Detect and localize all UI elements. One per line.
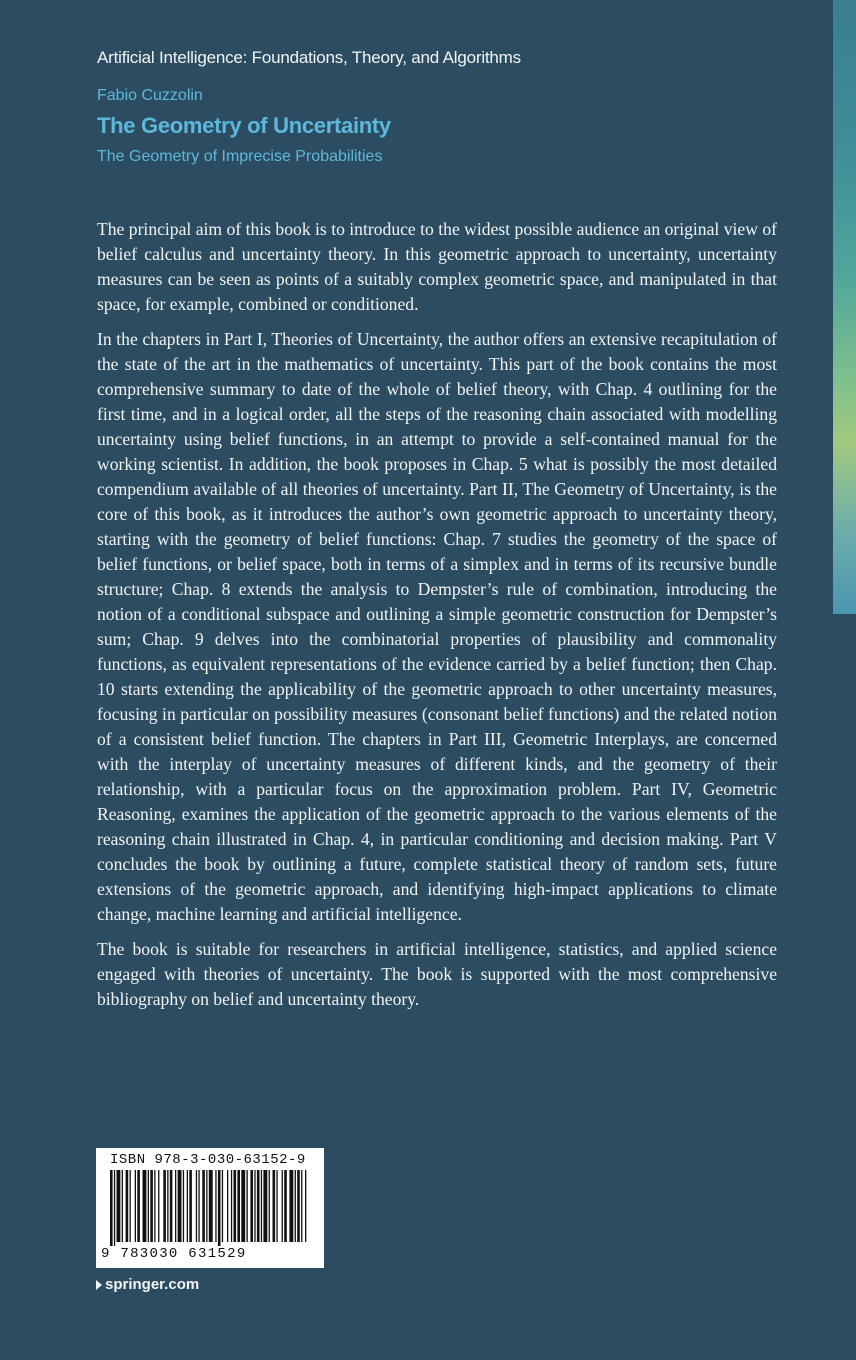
barcode-bar — [297, 1170, 300, 1242]
barcode-bar — [130, 1170, 131, 1242]
barcode-bar — [231, 1170, 232, 1242]
barcode-bar — [301, 1170, 302, 1242]
publisher-link-text: springer.com — [105, 1276, 200, 1293]
barcode-bar — [202, 1170, 205, 1242]
barcode-bar — [289, 1170, 293, 1242]
barcode-bar — [261, 1170, 262, 1242]
series-title: Artificial Intelligence: Foundations, Theory, and Algorithms — [97, 48, 521, 67]
barcode-bar — [305, 1170, 306, 1242]
description-paragraph-1: The principal aim of this book is to introduce to the widest possible audience an original view of belief calculus and uncertainty theory. In this geometric approach to uncertainty, uncertainty measures can be seen as points of a suitably complex geometric space, and manipulated in that space, for example, combined or conditioned. — [97, 219, 777, 314]
barcode-bar — [167, 1170, 168, 1242]
barcode-bar — [187, 1170, 188, 1242]
barcode-bar — [257, 1170, 260, 1242]
barcode-bar — [158, 1170, 159, 1242]
barcode-bar — [282, 1170, 283, 1242]
book-subtitle: The Geometry of Imprecise Probabilities — [97, 148, 383, 165]
barcode-digits: 9 783030 631529 — [101, 1246, 247, 1262]
barcode-bar — [284, 1170, 287, 1242]
barcode-bar — [222, 1170, 223, 1242]
barcode-bar — [122, 1170, 123, 1242]
barcode-bar — [237, 1170, 240, 1242]
barcode-bar — [198, 1170, 199, 1242]
barcode-bar — [150, 1170, 153, 1242]
isbn-barcode — [96, 1148, 324, 1268]
barcode-bar — [206, 1170, 207, 1242]
barcode-bar — [163, 1170, 166, 1242]
book-description — [97, 217, 777, 1022]
barcode-bar — [250, 1170, 253, 1242]
spine-color-strip — [833, 0, 856, 614]
barcode-bar — [117, 1170, 121, 1242]
barcode-bar — [273, 1170, 276, 1242]
barcode-bar — [269, 1170, 270, 1242]
barcode-bar — [170, 1170, 173, 1242]
barcode-bar — [126, 1170, 129, 1242]
barcode-bar — [183, 1170, 184, 1242]
barcode-bar — [276, 1170, 277, 1242]
barcode-bar — [247, 1170, 248, 1242]
barcode-bar — [143, 1170, 147, 1242]
barcode-bar — [135, 1170, 136, 1242]
barcode-bar — [114, 1170, 115, 1246]
barcode-bar — [196, 1170, 197, 1242]
barcode-bars — [96, 1170, 324, 1248]
barcode-bar — [215, 1170, 216, 1242]
barcode-bar — [209, 1170, 213, 1242]
barcode-bar — [263, 1170, 267, 1242]
barcode-bar — [110, 1170, 113, 1246]
publisher-link[interactable] — [96, 1276, 199, 1293]
barcode-bar — [227, 1170, 228, 1242]
barcode-bar — [175, 1170, 176, 1242]
barcode-bar — [218, 1170, 221, 1246]
triangle-right-icon — [96, 1280, 102, 1290]
barcode-bar — [189, 1170, 192, 1242]
barcode-bar — [254, 1170, 255, 1242]
book-title: The Geometry of Uncertainty — [97, 113, 391, 138]
author-name: Fabio Cuzzolin — [97, 87, 203, 104]
barcode-bar — [241, 1170, 245, 1242]
barcode-bar — [137, 1170, 140, 1242]
barcode-bar — [295, 1170, 296, 1242]
barcode-bar — [178, 1170, 182, 1242]
description-paragraph-3: The book is suitable for researchers in artificial intelligence, statistics, and applied science engaged with theories of uncertainty. The book is supported with the most comprehensive bibliography on belief and uncertainty theory. — [97, 939, 777, 1009]
isbn-label: ISBN 978-3-030-63152-9 — [110, 1152, 306, 1168]
description-paragraph-2: In the chapters in Part I, Theories of Uncertainty, the author offers an extensive recapitulation of the state of the art in the mathematics of uncertainty. This part of the book contains the most comprehensive summary to date of the whole of belief theory, with Chap. 4 outlining for the first time, and in a logical order, all the steps of the reasoning chain associated with modelling uncertainty using belief functions, in an attempt to provide a self-contained manual for the working scientist. In addition, the book proposes in Chap. 5 what is possibly the most detailed compendium available of all theories of uncertainty. Part II, The Geometry of Uncertainty, is the core of this book, as it introduces the author’s own geometric approach to uncertainty theory, starting with the geometry of belief functions: Chap. 7 studies the geometry of the space of belief functions, or belief space, both in terms of a simplex and in terms of its recursive bundle structure; Chap. 8 extends the analysis to Dempster’s rule of combination, introducing the notion of a conditional subspace and outlining a simple geometric construction for Dempster’s sum; Chap. 9 delves into the combinatorial properties of plausibility and commonality functions, as equivalent representations of the evidence carried by a belief function; then Chap. 10 starts extending the applicability of the geometric approach to other uncertainty measures, focusing in particular on possibility measures (consonant belief functions) and the related notion of a consistent belief function. The chapters in Part III, Geometric Interplays, are concerned with the interplay of uncertainty measures of different kinds, and the geometry of their relationship, with a particular focus on the approximation problem. Part IV, Geometric Reasoning, examines the application of the geometric approach to the various elements of the reasoning chain illustrated in Chap. 4, in particular conditioning and decision making. Part V concludes the book by outlining a future, complete statistical theory of random sets, future extensions of the geometric approach, and identifying high-impact applications to climate change, machine learning and artificial intelligence. — [97, 329, 777, 924]
barcode-bar — [148, 1170, 149, 1242]
barcode-bar — [154, 1170, 155, 1242]
barcode-bar — [234, 1170, 237, 1242]
